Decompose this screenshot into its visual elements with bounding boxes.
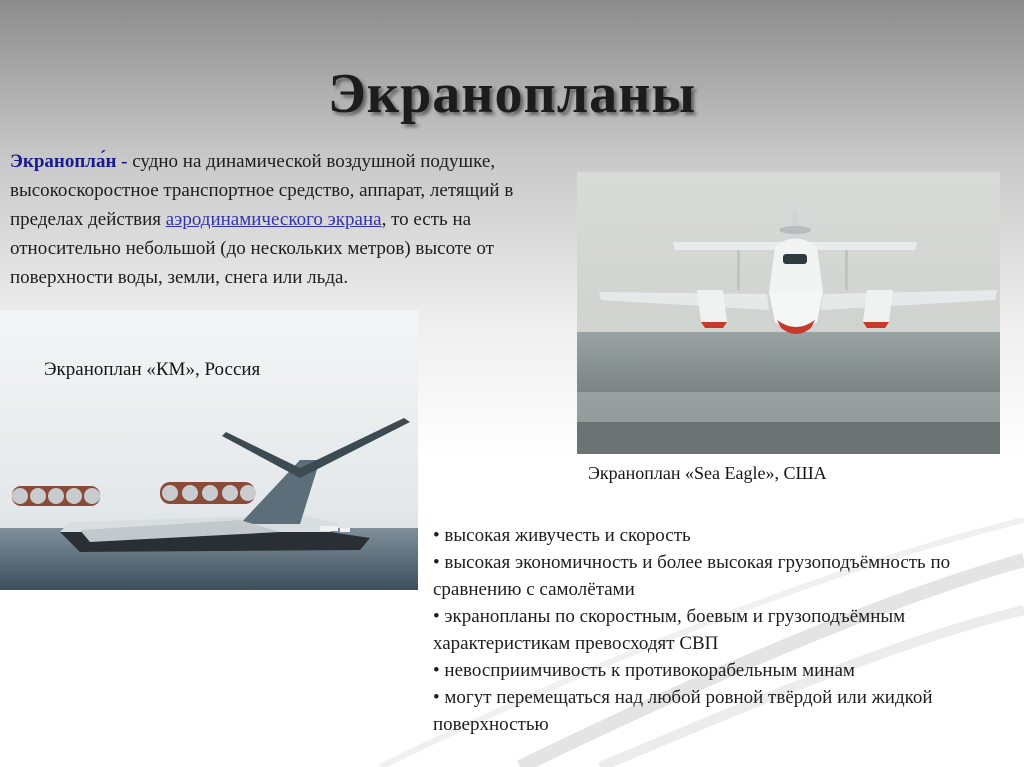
intro-text-2: , то есть на относительно небольшой (до нескольких метров) высоте от поверхности воды, земли, снега или льда. [10,209,494,288]
km-caption: Экраноплан «КМ», Россия [44,359,261,380]
list-item: • высокая экономичность и более высокая грузоподъёмность по сравнению с самолётами [433,552,951,600]
aerodynamic-screen-link[interactable]: аэродинамического экрана [165,209,382,230]
list-item: • могут перемещаться над любой ровной твёрдой или жидкой поверхностью [433,687,933,735]
list-item: • невосприимчивость к противокорабельным минам [433,660,855,681]
list-item: • экранопланы по скоростным, боевым и грузоподъёмным характеристикам превосходят СВП [433,606,906,654]
sea-eagle-photo [577,172,1000,454]
sea-eagle-caption: Экраноплан «Sea Eagle», США [588,463,827,483]
list-item: • высокая живучесть и скорость [433,525,691,546]
km-ekranoplan-photo [0,310,418,590]
intro-paragraph [10,147,530,292]
advantages-list [433,522,1018,738]
intro-text-1: судно на динамической воздушной подушке, высокоскоростное транспортное средство, аппарат, летящий в пределах действия [10,151,514,230]
slide-title: Экранопланы [327,63,697,125]
intro-term: Экранопла́н - [10,151,128,172]
